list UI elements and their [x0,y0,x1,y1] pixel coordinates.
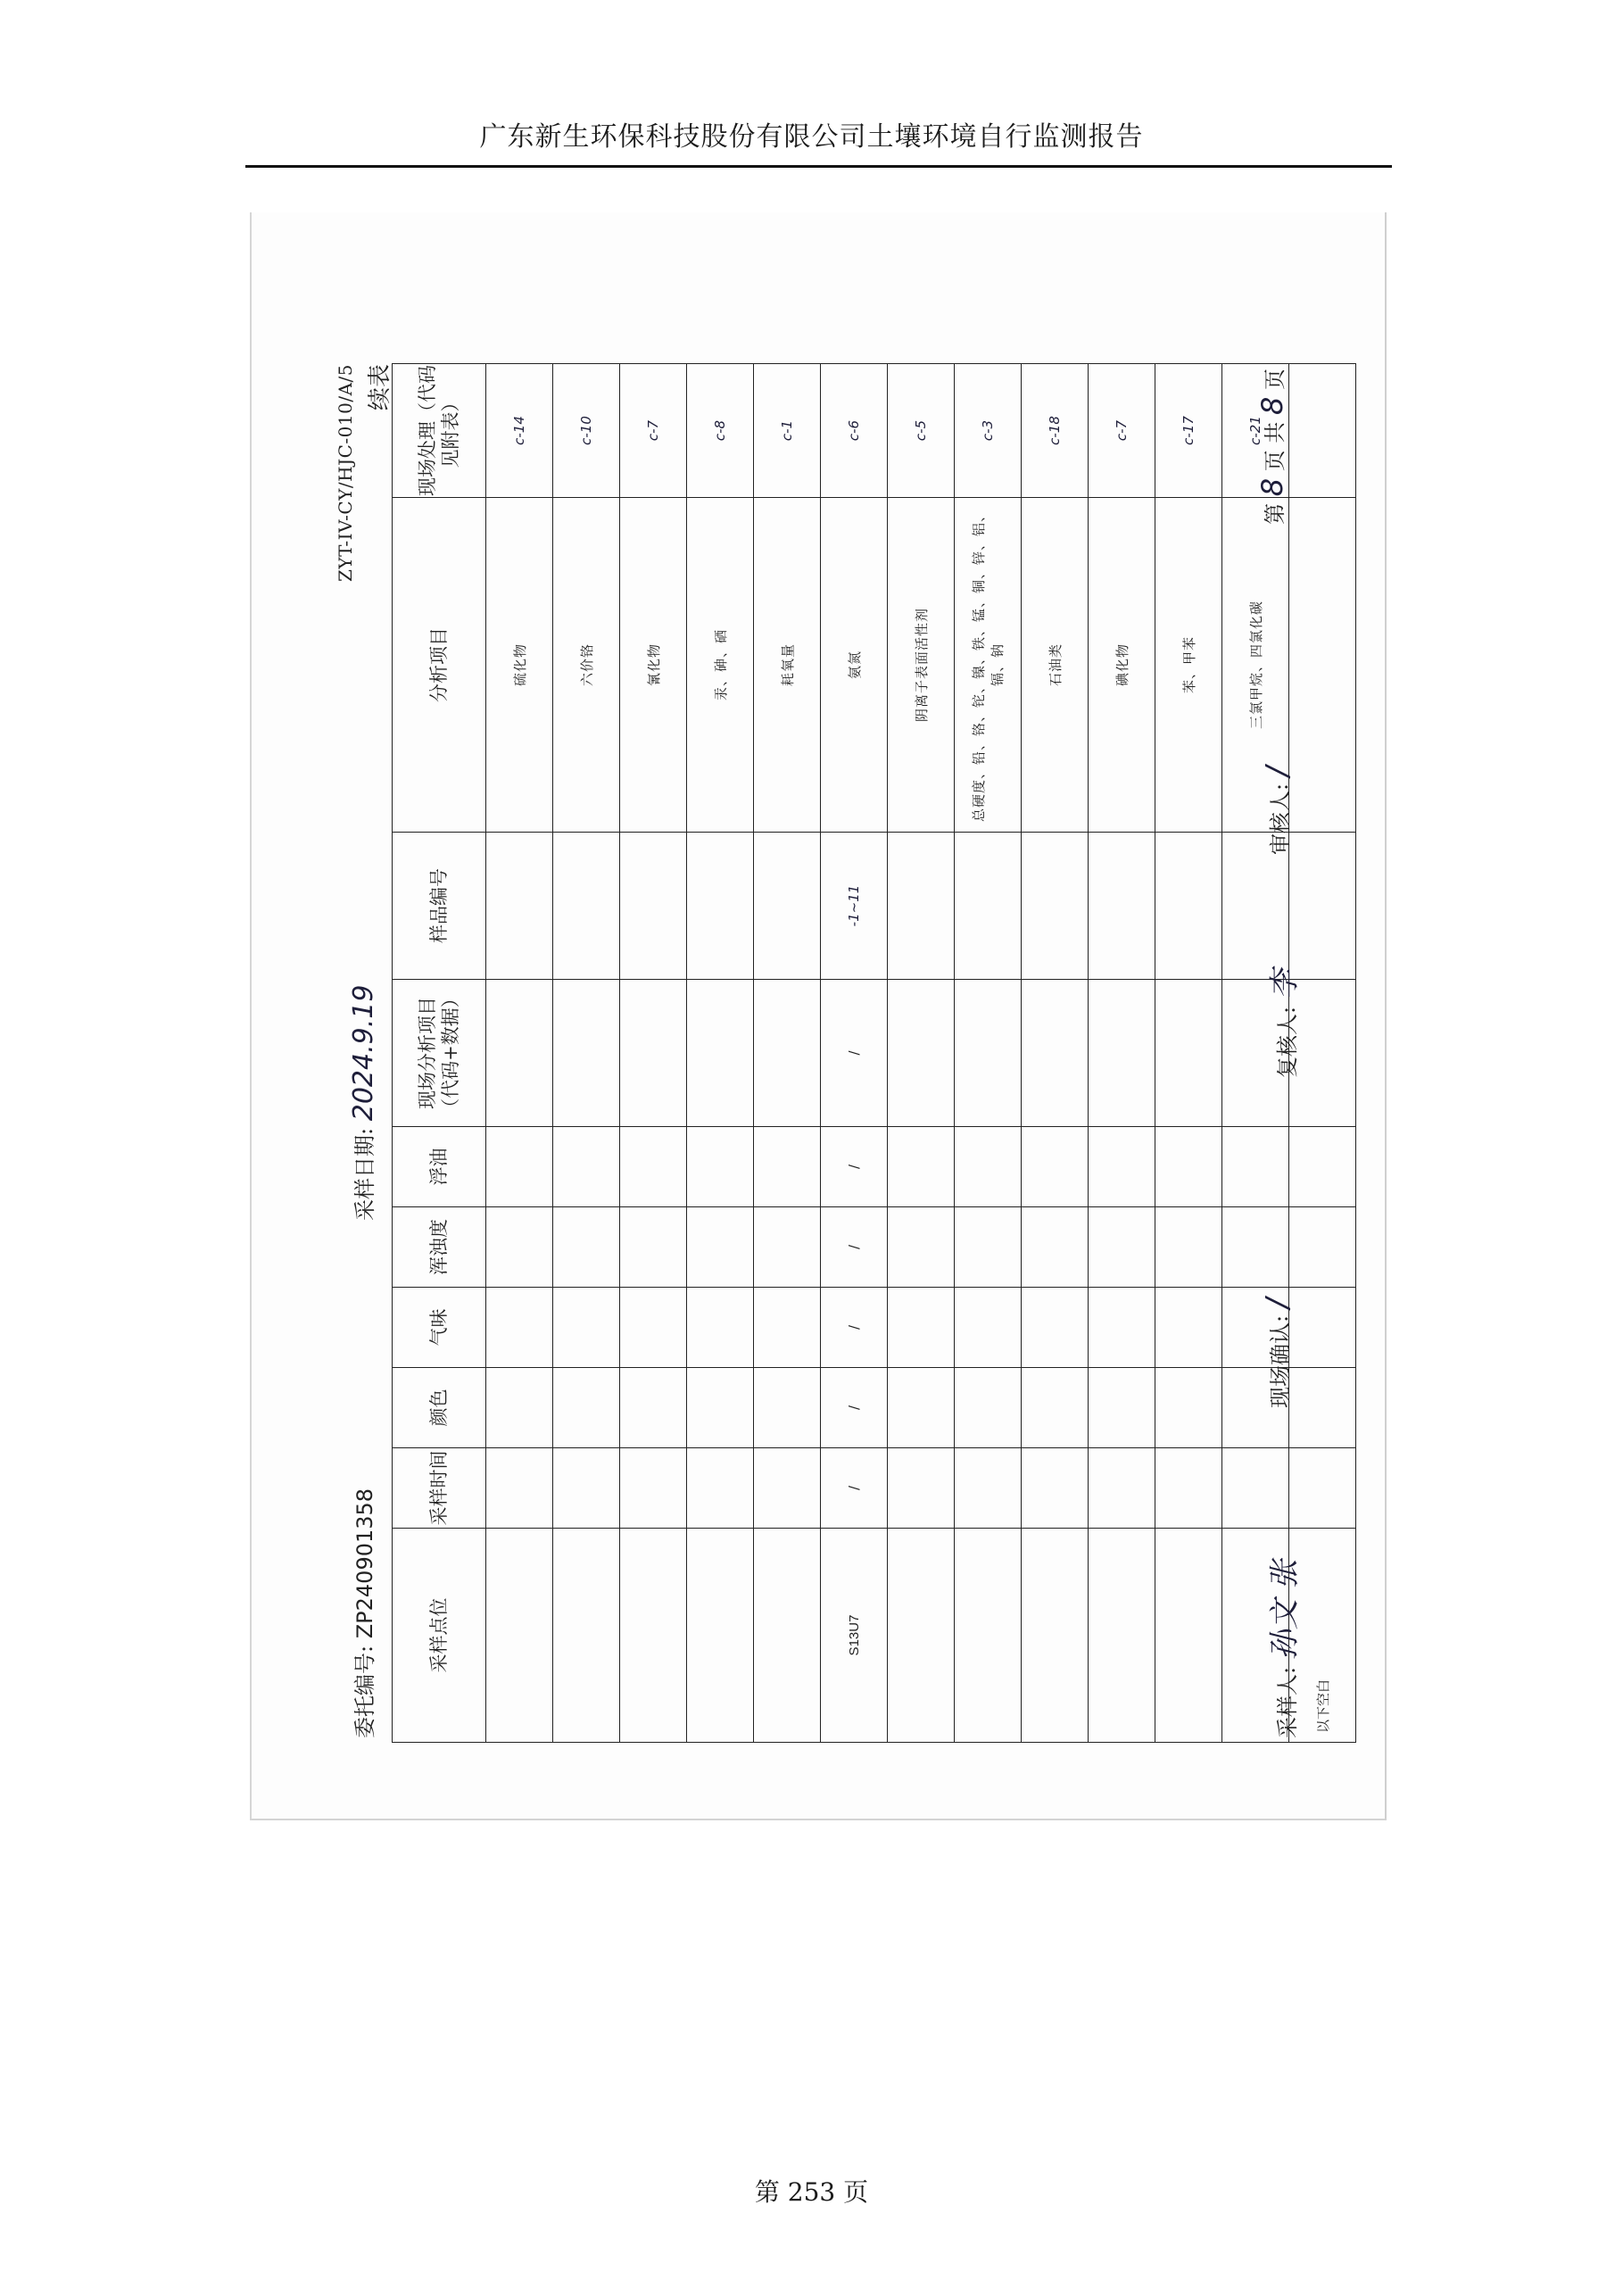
blank-note: 以下空白 [1289,1529,1356,1743]
cell-color [754,1368,821,1448]
scanned-form [250,212,1387,1820]
cell-analysis: 耗氧量 [754,498,821,833]
cell-turbidity [754,1207,821,1288]
cell-field-items [553,980,620,1127]
cell-oil [955,1127,1022,1207]
col-location: 采样点位 [393,1529,486,1743]
cell-treatment: c-17 [1155,364,1222,498]
sample-date-label: 采样日期: [352,1127,377,1221]
cell-field-items [687,980,754,1127]
cell-time [486,1448,553,1529]
cell-odor [888,1288,955,1368]
cell-field-items [486,980,553,1127]
cell-sample-no [687,833,754,980]
cell-analysis: 阴离子表面活性剂 [888,498,955,833]
cell-time [553,1448,620,1529]
cell-analysis: 硫化物 [486,498,553,833]
confirm-handwritten: / [1260,1297,1296,1309]
cell-analysis: 汞、砷、硒 [687,498,754,833]
col-color: 颜色 [393,1368,486,1448]
cell-color [486,1368,553,1448]
cell-odor [620,1288,687,1368]
cell-turbidity [1155,1207,1222,1288]
cell-treatment: c-21 [1222,364,1289,498]
cell-color: / [821,1368,888,1448]
cell-time [1089,1448,1155,1529]
cell-sample-no [1089,833,1155,980]
reviewer-handwritten: 李 [1267,969,1303,1000]
cell-odor: / [821,1288,888,1368]
cell-turbidity [1222,1207,1289,1288]
table-row [821,364,888,1743]
cell-sample-no [1022,833,1089,980]
cell-field-items [888,980,955,1127]
table-row [955,364,1022,1743]
cell-oil: / [821,1127,888,1207]
cell-field-items [1022,980,1089,1127]
table-row [1022,364,1089,1743]
col-oil: 浮油 [393,1127,486,1207]
col-sample-no: 样品编号 [393,833,486,980]
page-total: 8 [1255,396,1289,415]
table-row [553,364,620,1743]
rotated-sheet [327,360,1336,1747]
cell-treatment: c-7 [620,364,687,498]
table-row [754,364,821,1743]
cell-empty [1289,1368,1356,1448]
cell-time [1222,1448,1289,1529]
cell-color [1089,1368,1155,1448]
continued-label: 续表 [367,364,393,411]
cell-analysis: 氰化物 [620,498,687,833]
cell-sample-no: -1~11 [821,833,888,980]
cell-location [687,1529,754,1743]
col-odor: 气味 [393,1288,486,1368]
cell-turbidity [1089,1207,1155,1288]
cell-location [754,1529,821,1743]
cell-location [888,1529,955,1743]
cell-location [553,1529,620,1743]
cell-odor [486,1288,553,1368]
cell-location [1022,1529,1089,1743]
col-treatment: 现场处理（代码见附表） [393,364,486,498]
cell-empty [1289,1448,1356,1529]
cell-odor [1155,1288,1222,1368]
cell-treatment: c-18 [1022,364,1089,498]
cell-empty [1289,1207,1356,1288]
col-time: 采样时间 [393,1448,486,1529]
page-prefix: 第 [1263,502,1288,525]
table-row [888,364,955,1743]
cell-odor [955,1288,1022,1368]
page-suffix: 页 [1263,369,1288,390]
sampling-table [392,363,1356,1743]
table-row [1155,364,1222,1743]
cell-color [888,1368,955,1448]
cell-location [620,1529,687,1743]
page-number: 第 253 页 [754,2177,869,2207]
cell-turbidity [553,1207,620,1288]
table-row [687,364,754,1743]
col-analysis: 分析项目 [393,498,486,833]
header-divider [245,165,1392,168]
cell-turbidity [687,1207,754,1288]
cell-location [486,1529,553,1743]
cell-oil [486,1127,553,1207]
cell-time [955,1448,1022,1529]
table-header [393,364,486,1743]
sampler-label: 采样人: [1275,1666,1300,1738]
cell-color [1022,1368,1089,1448]
auditor-handwritten: / [1260,766,1296,777]
cell-treatment: c-14 [486,364,553,498]
cell-analysis: 碘化物 [1089,498,1155,833]
entrust-label: 委托编号: [352,1645,377,1738]
cell-oil [1222,1127,1289,1207]
cell-treatment: c-8 [687,364,754,498]
cell-turbidity [486,1207,553,1288]
table-row [486,364,553,1743]
auditor-label: 审核人: [1268,783,1293,855]
cell-field-items [620,980,687,1127]
entrust-number [347,1488,378,1738]
cell-treatment: c-5 [888,364,955,498]
cell-oil [620,1127,687,1207]
cell-field-items [1155,980,1222,1127]
page-count [1255,369,1289,525]
cell-turbidity [1022,1207,1089,1288]
cell-time [1022,1448,1089,1529]
cell-time [1155,1448,1222,1529]
cell-turbidity: / [821,1207,888,1288]
cell-field-items [754,980,821,1127]
auditor-signature [1260,767,1296,855]
cell-analysis: 三氯甲烷、四氯化碳 [1222,498,1289,833]
cell-analysis: 六价铬 [553,498,620,833]
cell-time [620,1448,687,1529]
cell-oil [888,1127,955,1207]
cell-analysis: 总硬度、铅、铬、铊、镍、铁、锰、铜、锌、铝、镉、钠 [955,498,1022,833]
col-field-items: 现场分析项目（代码+数据） [393,980,486,1127]
cell-sample-no [553,833,620,980]
cell-treatment: c-10 [553,364,620,498]
cell-oil [1155,1127,1222,1207]
cell-sample-no [955,833,1022,980]
cell-oil [553,1127,620,1207]
cell-sample-no [754,833,821,980]
cell-sample-no [620,833,687,980]
table-row [620,364,687,1743]
confirm-signature [1260,1298,1296,1408]
cell-empty [1289,1288,1356,1368]
cell-location [1155,1529,1222,1743]
cell-time [754,1448,821,1529]
cell-color [1155,1368,1222,1448]
cell-sample-no [486,833,553,980]
cell-sample-no [1155,833,1222,980]
cell-sample-no [888,833,955,980]
cell-color [955,1368,1022,1448]
cell-oil [1022,1127,1089,1207]
cell-treatment: c-6 [821,364,888,498]
cell-analysis: 苯、甲苯 [1155,498,1222,833]
sample-date [347,985,379,1221]
page-current: 8 [1255,477,1289,497]
cell-treatment: c-1 [754,364,821,498]
cell-treatment: c-7 [1089,364,1155,498]
cell-oil [754,1127,821,1207]
page-mid: 页 共 [1263,421,1288,472]
cell-location [1089,1529,1155,1743]
sampler-handwritten: 孙文 张 [1267,1559,1303,1661]
report-title: 广东新生环保科技股份有限公司土壤环境自行监测报告 [479,121,1144,153]
cell-field-items [1089,980,1155,1127]
cell-odor [687,1288,754,1368]
cell-empty [1289,498,1356,833]
cell-odor [1022,1288,1089,1368]
cell-location: S13U7 [821,1529,888,1743]
cell-odor [553,1288,620,1368]
cell-time [687,1448,754,1529]
cell-odor [1089,1288,1155,1368]
cell-time [888,1448,955,1529]
cell-color [553,1368,620,1448]
form-code: ZYT-IV-CY/HJC-010/A/5 [335,364,356,582]
cell-empty [1289,1127,1356,1207]
sampler-signature [1260,1559,1304,1738]
cell-oil [687,1127,754,1207]
cell-oil [1089,1127,1155,1207]
cell-turbidity [620,1207,687,1288]
reviewer-label: 复核人: [1275,1006,1300,1078]
reviewer-signature [1260,969,1304,1078]
cell-color [687,1368,754,1448]
sample-date-handwritten: 2024.9.19 [348,984,379,1122]
cell-time: / [821,1448,888,1529]
cell-empty [1289,364,1356,498]
cell-color [620,1368,687,1448]
cell-analysis: 氨氮 [821,498,888,833]
entrust-value: ZP240901358 [352,1488,377,1639]
table-row [1089,364,1155,1743]
cell-odor [754,1288,821,1368]
cell-turbidity [955,1207,1022,1288]
confirm-label: 现场确认: [1268,1314,1293,1408]
cell-field-items: / [821,980,888,1127]
cell-turbidity [888,1207,955,1288]
cell-analysis: 石油类 [1022,498,1089,833]
col-turbidity: 浑浊度 [393,1207,486,1288]
cell-field-items [955,980,1022,1127]
cell-empty [1289,833,1356,980]
cell-treatment: c-3 [955,364,1022,498]
cell-location [955,1529,1022,1743]
